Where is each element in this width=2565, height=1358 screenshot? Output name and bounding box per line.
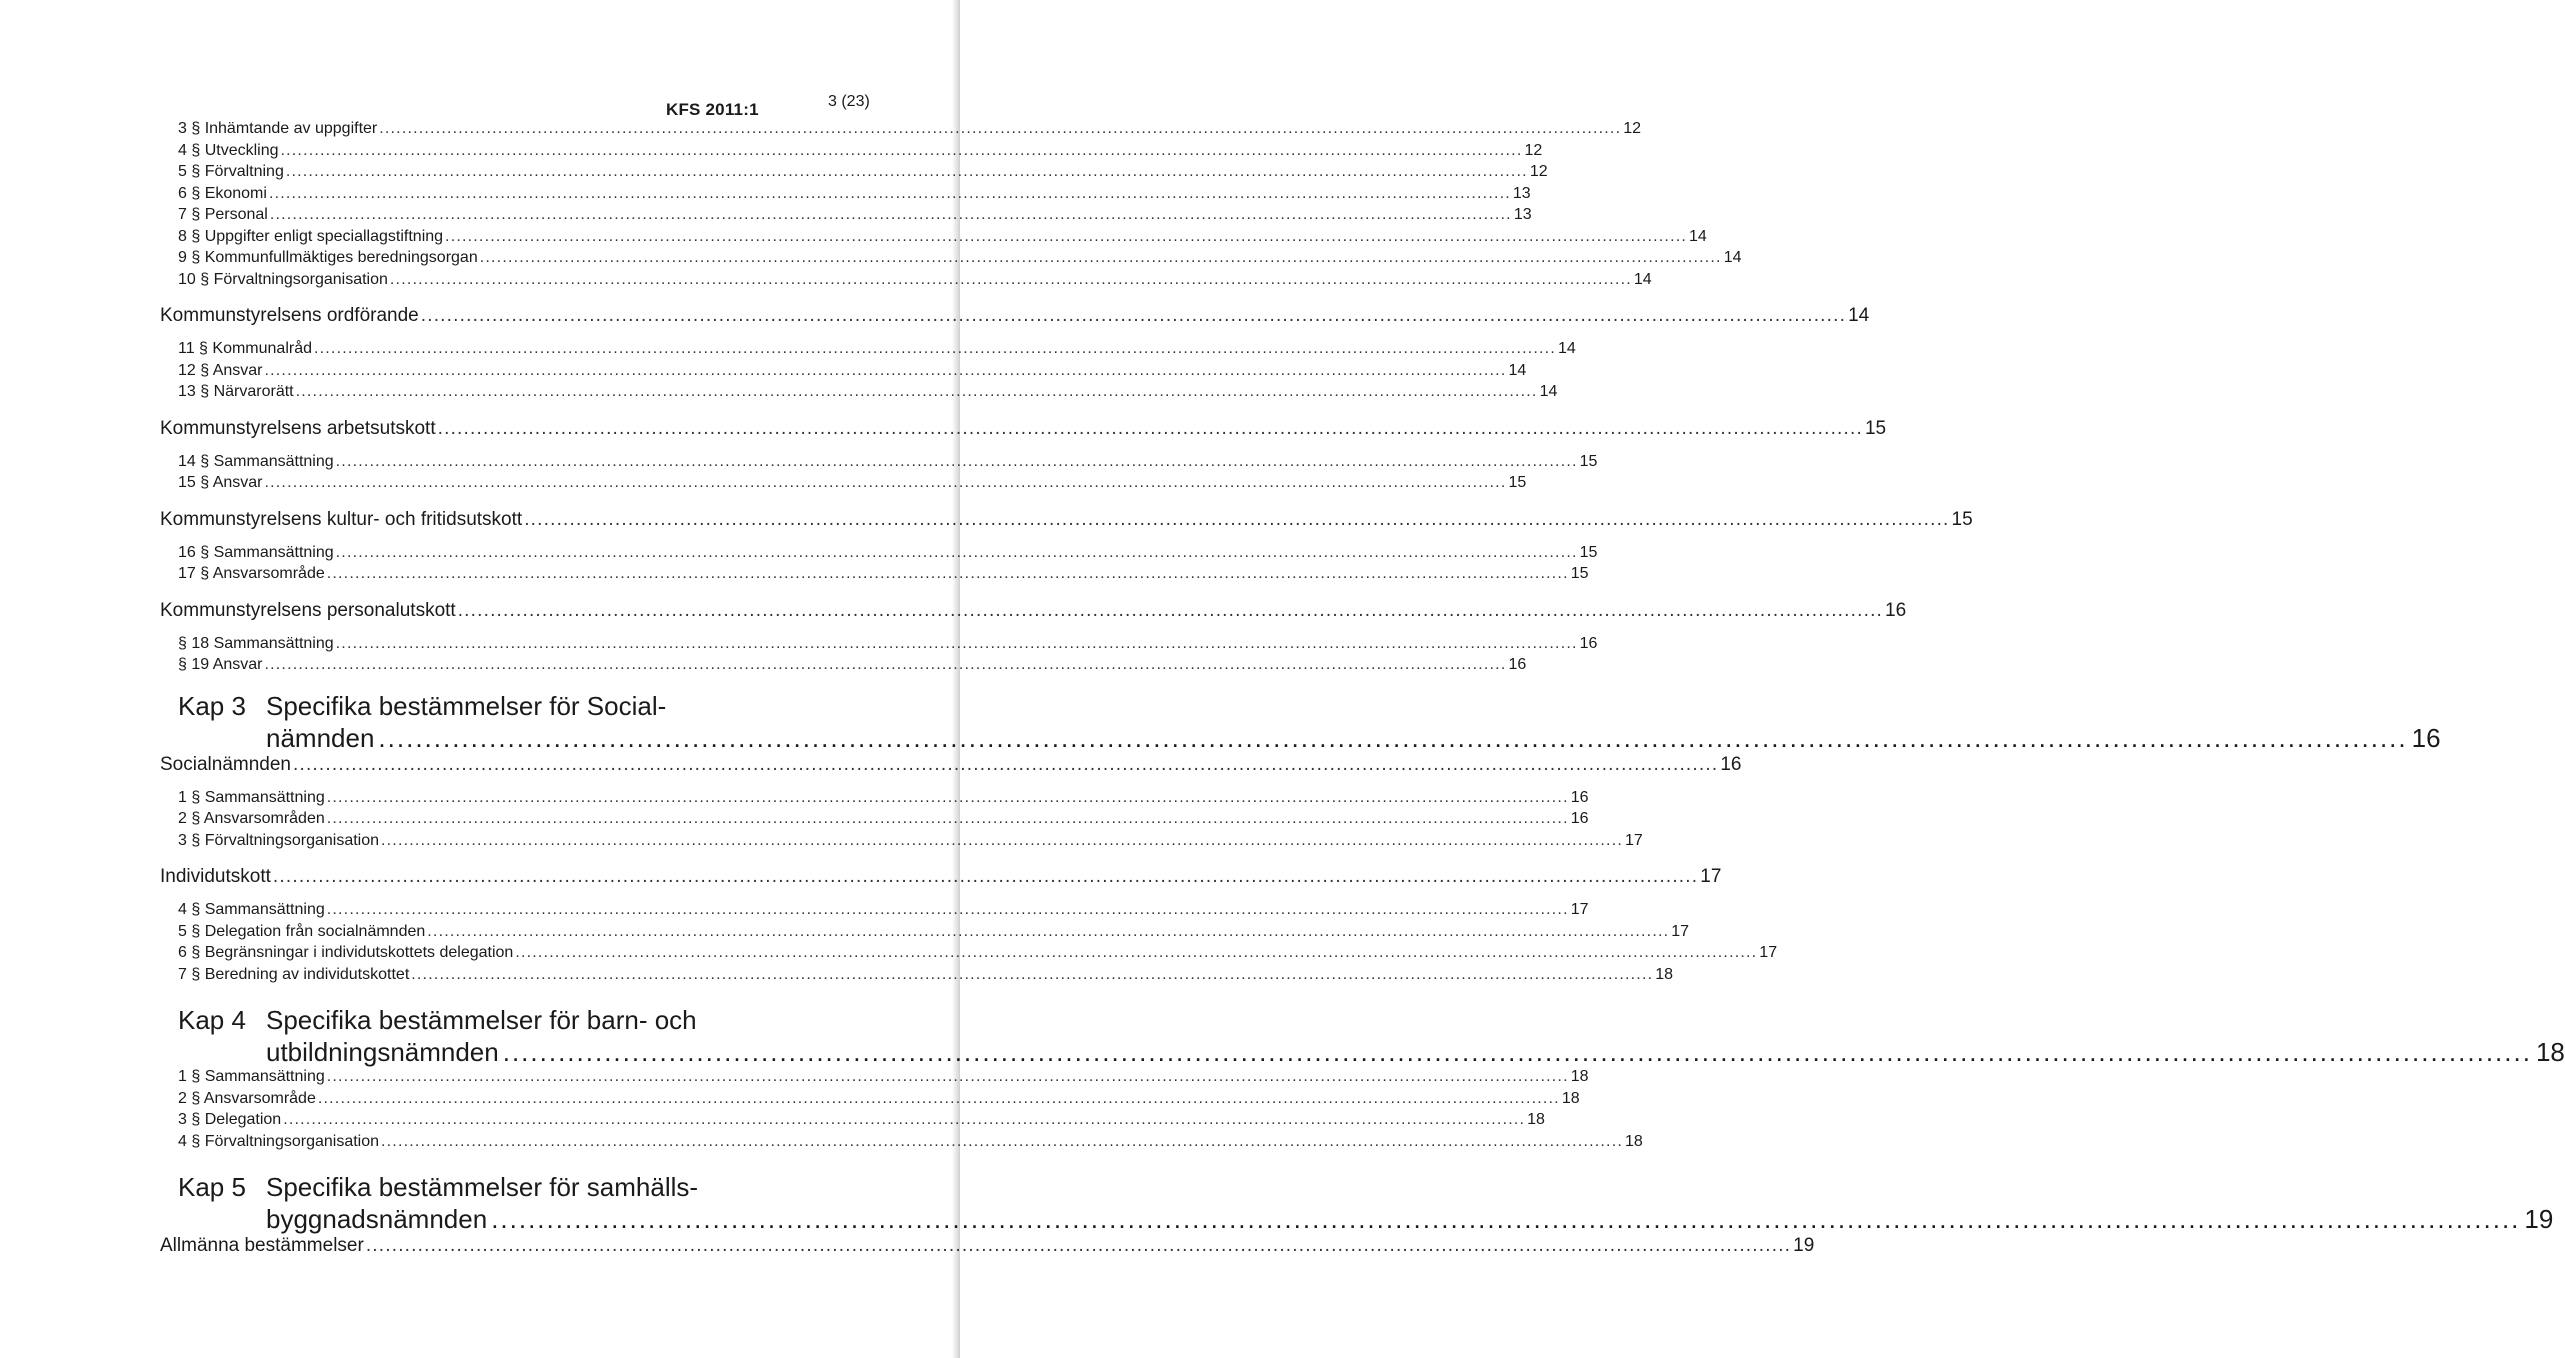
- dot-leader: ............................................................................................................................................................................................................................: [457, 599, 1884, 621]
- entry-page: 18: [1561, 1089, 1580, 1107]
- entry-page: 15: [1508, 474, 1527, 491]
- chapter-page: 16: [2411, 722, 2441, 753]
- toc-subsection-entry: [160, 1089, 1580, 1112]
- entry-page: 16: [1570, 788, 1589, 806]
- toc-subsection-entry: [160, 452, 1598, 475]
- entry-page: 17: [1700, 866, 1722, 887]
- entry-page: 12: [1524, 141, 1543, 159]
- entry-title: 7 § Beredning av individutskottet: [178, 965, 410, 983]
- dot-leader: ............................................................................................................................................................................................................................: [326, 810, 1569, 827]
- dot-leader: ............................................................................................................................................................................................................................: [378, 722, 2408, 753]
- spacer: [160, 587, 812, 600]
- entry-title: 11 § Kommunalråd: [178, 340, 312, 357]
- entry-title: Kommunstyrelsens arbetsutskott: [160, 417, 436, 439]
- toc-subsection-entry: [160, 206, 1532, 228]
- dot-leader: ............................................................................................................................................................................................................................: [317, 1089, 1560, 1107]
- toc-section-entry: [160, 417, 1887, 445]
- entry-page: 14: [1539, 383, 1558, 400]
- entry-page: 17: [1671, 922, 1690, 940]
- entry-page: 12: [1529, 163, 1548, 180]
- chapter-title-line1: Specifika bestämmelser för samhälls-: [266, 1172, 699, 1202]
- toc-section-entry: [160, 866, 1722, 893]
- entry-title: 3 § Delegation: [178, 1111, 282, 1128]
- entry-page: 18: [1570, 1068, 1589, 1085]
- toc-subsection-entry: [160, 831, 1643, 854]
- toc-subsection-entry: [160, 1068, 1589, 1090]
- chapter-title-line2: byggnadsnämnden: [266, 1204, 488, 1234]
- chapter-title-line1: Specifika bestämmelser för barn- och: [266, 1005, 697, 1035]
- entry-title: § 18 Sammansättning: [178, 634, 334, 652]
- dot-leader: ............................................................................................................................................................................................................................: [264, 656, 1507, 673]
- entry-title: Kommunstyrelsens ordförande: [160, 305, 419, 326]
- entry-page: 14: [1557, 340, 1576, 357]
- spacer: [160, 893, 812, 901]
- dot-leader: ............................................................................................................................................................................................................................: [515, 944, 1758, 961]
- entry-title: 12 § Ansvar: [178, 361, 263, 379]
- toc-chapter-entry: [160, 1004, 2565, 1068]
- toc-subsection-entry: [160, 270, 1652, 293]
- dot-leader: ............................................................................................................................................................................................................................: [280, 141, 1523, 159]
- toc-subsection-entry: [160, 922, 1690, 945]
- entry-title: § 19 Ansvar: [178, 656, 263, 673]
- toc-subsection-entry: [160, 656, 1527, 678]
- toc-subsection-entry: [160, 543, 1598, 566]
- entry-page: 15: [1570, 565, 1589, 582]
- dot-leader: ............................................................................................................................................................................................................................: [420, 305, 1847, 326]
- toc-subsection-entry: [160, 1132, 1643, 1155]
- toc-chapter-entry: [160, 1171, 2554, 1235]
- toc-subsection-entry: [160, 184, 1531, 207]
- dot-leader: ............................................................................................................................................................................................................................: [411, 965, 1654, 983]
- toc-section-entry: [160, 305, 1870, 332]
- dot-leader: ............................................................................................................................................................................................................................: [272, 866, 1699, 887]
- toc-subsection-entry: [160, 141, 1543, 164]
- entry-page: 14: [1848, 305, 1870, 326]
- entry-title: Allmänna bestämmelser: [160, 1235, 364, 1256]
- entry-title: 7 § Personal: [178, 206, 268, 223]
- toc-subsection-entry: [160, 944, 1778, 966]
- toc-subsection-entry: [160, 965, 1674, 988]
- entry-page: 19: [1793, 1235, 1815, 1256]
- dot-leader: ............................................................................................................................................................................................................................: [502, 1037, 2532, 1067]
- entry-title: Individutskott: [160, 866, 271, 887]
- entry-title: 3 § Inhämtande av uppgifter: [178, 120, 378, 137]
- chapter-page: 18: [2535, 1037, 2565, 1067]
- entry-page: 15: [1579, 543, 1598, 561]
- entry-title: 5 § Delegation från socialnämnden: [178, 922, 426, 940]
- toc-subsection-entry: [160, 227, 1707, 250]
- dot-leader: ............................................................................................................................................................................................................................: [335, 634, 1578, 652]
- entry-page: 13: [1512, 184, 1531, 202]
- spacer: [160, 987, 812, 1000]
- entry-title: 6 § Begränsningar i individutskottets delegation: [178, 944, 514, 961]
- entry-title: 14 § Sammansättning: [178, 452, 334, 470]
- dot-leader: ............................................................................................................................................................................................................................: [389, 270, 1632, 288]
- entry-title: 6 § Ekonomi: [178, 184, 267, 202]
- toc-subsection-entry: [160, 901, 1589, 923]
- dot-leader: ............................................................................................................................................................................................................................: [427, 922, 1670, 940]
- spacer: [160, 292, 812, 305]
- entry-title: Kommunstyrelsens personalutskott: [160, 599, 456, 621]
- spacer: [160, 853, 812, 866]
- document-code: KFS 2011:1: [666, 100, 759, 119]
- entry-title: 10 § Förvaltningsorganisation: [178, 270, 388, 288]
- toc-subsection-entry: [160, 565, 1589, 587]
- entry-page: 18: [1624, 1132, 1643, 1150]
- spacer: [160, 496, 812, 509]
- spacer: [160, 445, 812, 453]
- chapter-title-line2: utbildningsnämnden: [266, 1037, 499, 1067]
- toc-subsection-entry: [160, 474, 1527, 496]
- toc-subsection-entry: [160, 120, 1642, 142]
- entry-page: 18: [1527, 1111, 1545, 1128]
- entry-page: 17: [1759, 944, 1778, 961]
- entry-title: 2 § Ansvarsområden: [178, 810, 325, 827]
- toc-section-entry: [160, 1235, 1815, 1262]
- dot-leader: ............................................................................................................................................................................................................................: [335, 452, 1578, 470]
- page-number: 3 (23): [828, 93, 870, 110]
- dot-leader: ............................................................................................................................................................................................................................: [283, 1111, 1526, 1128]
- entry-title: 17 § Ansvarsområde: [178, 565, 325, 582]
- dot-leader: ............................................................................................................................................................................................................................: [285, 163, 1528, 180]
- spacer: [160, 1154, 812, 1167]
- dot-leader: ............................................................................................................................................................................................................................: [365, 1235, 1792, 1256]
- entry-title: 1 § Sammansättning: [178, 1068, 325, 1085]
- chapter-number: Kap 3: [178, 690, 246, 721]
- entry-page: 17: [1570, 901, 1589, 918]
- spacer: [160, 678, 812, 686]
- entry-page: 12: [1623, 120, 1642, 137]
- chapter-title-line1: Specifika bestämmelser för Social-: [266, 690, 667, 721]
- dot-leader: ............................................................................................................................................................................................................................: [264, 361, 1507, 379]
- entry-title: 9 § Kommunfullmäktiges beredningsorgan: [178, 249, 478, 266]
- dot-leader: ............................................................................................................................................................................................................................: [314, 340, 1556, 357]
- toc-subsection-entry: [160, 163, 1548, 185]
- toc-subsection-entry: [160, 361, 1527, 384]
- entry-title: 8 § Uppgifter enligt speciallagstiftning: [178, 227, 444, 245]
- entry-page: 15: [1951, 508, 1973, 530]
- chapter-number: Kap 5: [178, 1172, 246, 1202]
- scan-edge-shadow: [952, 0, 960, 1358]
- entry-title: 4 § Sammansättning: [178, 901, 325, 918]
- entry-page: 14: [1723, 249, 1742, 266]
- entry-title: 5 § Förvaltning: [178, 163, 284, 180]
- spacer: [160, 536, 812, 544]
- dot-leader: ............................................................................................................................................................................................................................: [326, 901, 1569, 918]
- dot-leader: ............................................................................................................................................................................................................................: [479, 249, 1722, 266]
- toc-section-entry: [160, 508, 1973, 536]
- toc-subsection-entry: [160, 810, 1589, 832]
- toc-subsection-entry: [160, 340, 1576, 362]
- dot-leader: ............................................................................................................................................................................................................................: [524, 508, 1950, 530]
- dot-leader: ............................................................................................................................................................................................................................: [381, 831, 1623, 849]
- toc-section-entry: [160, 599, 1907, 627]
- spacer: [160, 781, 812, 789]
- toc-section-entry: [160, 753, 1742, 781]
- entry-title: 13 § Närvarorätt: [178, 383, 294, 400]
- chapter-title-line2: nämnden: [266, 722, 375, 753]
- spacer: [160, 332, 812, 340]
- entry-page: 14: [1633, 270, 1652, 288]
- entry-title: 4 § Utveckling: [178, 141, 279, 159]
- chapter-number: Kap 4: [178, 1005, 246, 1035]
- entry-page: 14: [1508, 361, 1527, 379]
- toc-subsection-entry: [160, 249, 1742, 271]
- dot-leader: ............................................................................................................................................................................................................................: [437, 417, 1863, 439]
- dot-leader: ............................................................................................................................................................................................................................: [491, 1204, 2521, 1234]
- entry-page: 15: [1579, 452, 1598, 470]
- entry-page: 17: [1624, 831, 1643, 849]
- dot-leader: ............................................................................................................................................................................................................................: [326, 565, 1569, 582]
- entry-page: 16: [1570, 810, 1589, 827]
- entry-page: 18: [1655, 965, 1674, 983]
- dot-leader: ............................................................................................................................................................................................................................: [269, 206, 1512, 223]
- dot-leader: ............................................................................................................................................................................................................................: [295, 383, 1538, 400]
- entry-page: 13: [1513, 206, 1532, 223]
- entry-page: 14: [1689, 227, 1707, 245]
- dot-leader: ............................................................................................................................................................................................................................: [326, 788, 1569, 806]
- dot-leader: ............................................................................................................................................................................................................................: [268, 184, 1511, 202]
- entry-title: 1 § Sammansättning: [178, 788, 325, 806]
- entry-title: Kommunstyrelsens kultur- och fritidsutskott: [160, 508, 523, 530]
- toc-subsection-entry: [160, 634, 1598, 657]
- entry-title: 2 § Ansvarsområde: [178, 1089, 316, 1107]
- table-of-contents: [160, 120, 2565, 1262]
- dot-leader: ............................................................................................................................................................................................................................: [292, 753, 1719, 775]
- spacer: [160, 405, 812, 418]
- dot-leader: ............................................................................................................................................................................................................................: [379, 120, 1622, 137]
- toc-subsection-entry: [160, 383, 1558, 405]
- entry-page: 16: [1579, 634, 1598, 652]
- entry-page: 16: [1508, 656, 1527, 673]
- entry-page: 15: [1864, 417, 1887, 439]
- entry-page: 16: [1885, 599, 1907, 621]
- dot-leader: ............................................................................................................................................................................................................................: [335, 543, 1578, 561]
- spacer: [160, 627, 812, 635]
- entry-title: 3 § Förvaltningsorganisation: [178, 831, 380, 849]
- dot-leader: ............................................................................................................................................................................................................................: [381, 1132, 1623, 1150]
- dot-leader: ............................................................................................................................................................................................................................: [264, 474, 1507, 491]
- dot-leader: ............................................................................................................................................................................................................................: [445, 227, 1688, 245]
- chapter-page: 19: [2524, 1204, 2554, 1234]
- entry-title: 15 § Ansvar: [178, 474, 263, 491]
- entry-title: 4 § Förvaltningsorganisation: [178, 1132, 380, 1150]
- toc-subsection-entry: [160, 788, 1589, 811]
- dot-leader: ............................................................................................................................................................................................................................: [326, 1068, 1569, 1085]
- toc-chapter-entry: [160, 690, 2441, 754]
- entry-page: 16: [1720, 753, 1742, 775]
- toc-subsection-entry: [160, 1111, 1545, 1133]
- entry-title: 16 § Sammansättning: [178, 543, 334, 561]
- entry-title: Socialnämnden: [160, 753, 291, 775]
